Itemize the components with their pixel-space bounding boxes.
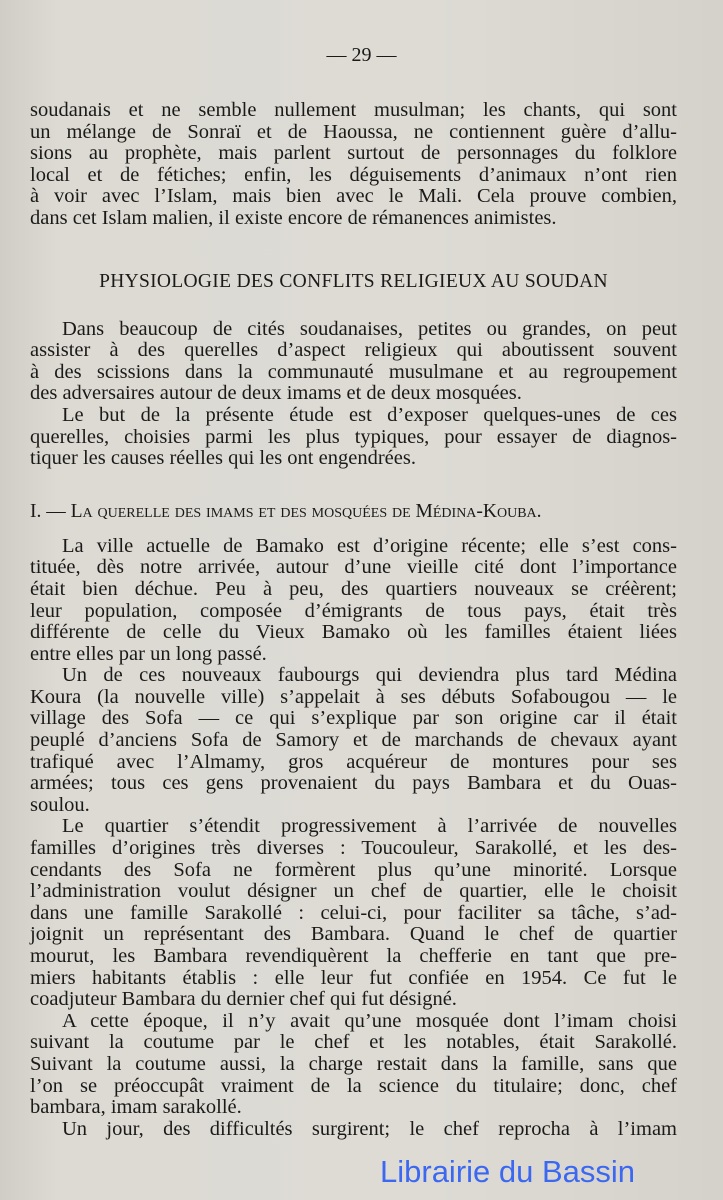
- text-line: Dans beaucoup de cités soudanaises, petites ou grandes, on peut: [62, 317, 677, 340]
- text-line: tituée, dès notre arrivée, autour d’une vieille cité dont l’importance: [30, 556, 677, 579]
- text-line: entre elles par un long passé.: [30, 642, 267, 665]
- text-line: village des Sofa — ce qui s’explique par son origine car il était: [30, 707, 677, 730]
- text-line: des adversaires autour de deux imams et de deux mosquées.: [30, 382, 522, 405]
- paragraph: [30, 405, 677, 470]
- text-line: armées; tous ces gens provenaient du pays Bambara et du Ouas-: [30, 772, 677, 795]
- text-line: assister à des querelles d’aspect religieux qui aboutissent souvent: [30, 339, 677, 362]
- text-line: sions au prophète, mais parlent surtout de personnages du folklore: [30, 142, 677, 165]
- text-line: soudanais et ne semble nullement musulman; les chants, qui sont: [30, 99, 677, 121]
- paragraph: [30, 1119, 677, 1141]
- text-line: leur population, composée d’émigrants de tous pays, était très: [30, 599, 677, 622]
- text-line: Le but de la présente étude est d’exposer quelques-unes de ces: [62, 403, 677, 426]
- text-line: trafiqué avec l’Almamy, gros acquéreur de montures pour ses: [30, 750, 677, 773]
- text-line: joignit un représentant des Bambara. Quand le chef de quartier: [30, 923, 677, 946]
- text-line: Suivant la coutume aussi, la charge restait dans la famille, sans que: [30, 1052, 677, 1075]
- text-line: dans une famille Sarakollé : celui-ci, pour faciliter sa tâche, s’ad-: [30, 901, 677, 924]
- text-line: Un jour, des difficultés surgirent; le chef reprocha à l’imam: [62, 1117, 677, 1140]
- text-line: cendants des Sofa ne formèrent plus qu’une minorité. Lorsque: [30, 858, 677, 881]
- text-line: La ville actuelle de Bamako est d’origine récente; elle s’est cons-: [62, 534, 677, 557]
- text-line: dans cet Islam malien, il existe encore de rémanences animistes.: [30, 206, 557, 229]
- text-line: A cette époque, il n’y avait qu’une mosquée dont l’imam choisi: [62, 1009, 677, 1032]
- text-line: familles d’origines très diverses : Toucouleur, Sarakollé, et les des-: [30, 837, 677, 860]
- text-line: Le quartier s’étendit progressivement à l’arrivée de nouvelles: [62, 815, 677, 838]
- text-line: mourut, les Bambara revendiquèrent la chefferie en tant que pre-: [30, 945, 677, 967]
- text-line: à des scissions dans la communauté musulmane et au regroupement: [30, 360, 677, 383]
- text-line: local et de fétiches; enfin, les déguisements d’animaux n’ont rien: [30, 163, 677, 186]
- paragraph: [30, 665, 677, 816]
- text-line: était bien déchue. Peu à peu, des quartiers nouveaux se créèrent;: [30, 577, 677, 600]
- text-line: miers habitants établis : elle leur fut confiée en 1954. Ce fut le: [30, 966, 677, 989]
- paragraph: [30, 816, 677, 1010]
- text-line: tiquer les causes réelles qui les ont engendrées.: [30, 447, 416, 470]
- text-line: à voir avec l’Islam, mais bien avec le Mali. Cela prouve combien,: [30, 185, 677, 208]
- page-number: — 29 —: [326, 44, 397, 66]
- text-line: l’on se préoccupât vraiment de la science du titulaire; donc, chef: [30, 1074, 677, 1097]
- text-line: coadjuteur Bambara du dernier chef qui fut désigné.: [30, 988, 457, 1011]
- text-line: l’administration voulut désigner un chef de quartier, elle le choisit: [30, 880, 677, 903]
- text-line: Un de ces nouveaux faubourgs qui deviendra plus tard Médina: [62, 664, 677, 687]
- watermark: Librairie du Bassin: [380, 1154, 636, 1189]
- paragraph: [30, 536, 677, 666]
- text-line: bambara, imam sarakollé.: [30, 1096, 242, 1119]
- paragraph: [30, 1011, 677, 1119]
- chapter-heading: PHYSIOLOGIE DES CONFLITS RELIGIEUX AU SOUDAN: [99, 270, 608, 292]
- text-line: un mélange de Sonraï et de Haoussa, ne contiennent guère d’allu-: [30, 120, 677, 143]
- text-line: peuplé d’anciens Sofa de Samory et de marchands de chevaux ayant: [30, 729, 677, 752]
- text-line: querelles, choisies parmi les plus typiques, pour essayer de diagnos-: [30, 425, 677, 448]
- section-heading: I. — La querelle des imams et des mosquées de Médina-Kouba.: [30, 500, 542, 522]
- text-line: Koura (la nouvelle ville) s’appelait à ses débuts Sofabougou — le: [30, 685, 677, 708]
- text-line: différente de celle du Vieux Bamako où les familles étaient liées: [30, 621, 677, 644]
- text-line: suivant la coutume par le chef et les notables, était Sarakollé.: [30, 1031, 677, 1054]
- paragraph: [30, 319, 677, 405]
- text-line: soulou.: [30, 793, 90, 816]
- body-text: [30, 100, 677, 1140]
- paragraph: [30, 100, 677, 230]
